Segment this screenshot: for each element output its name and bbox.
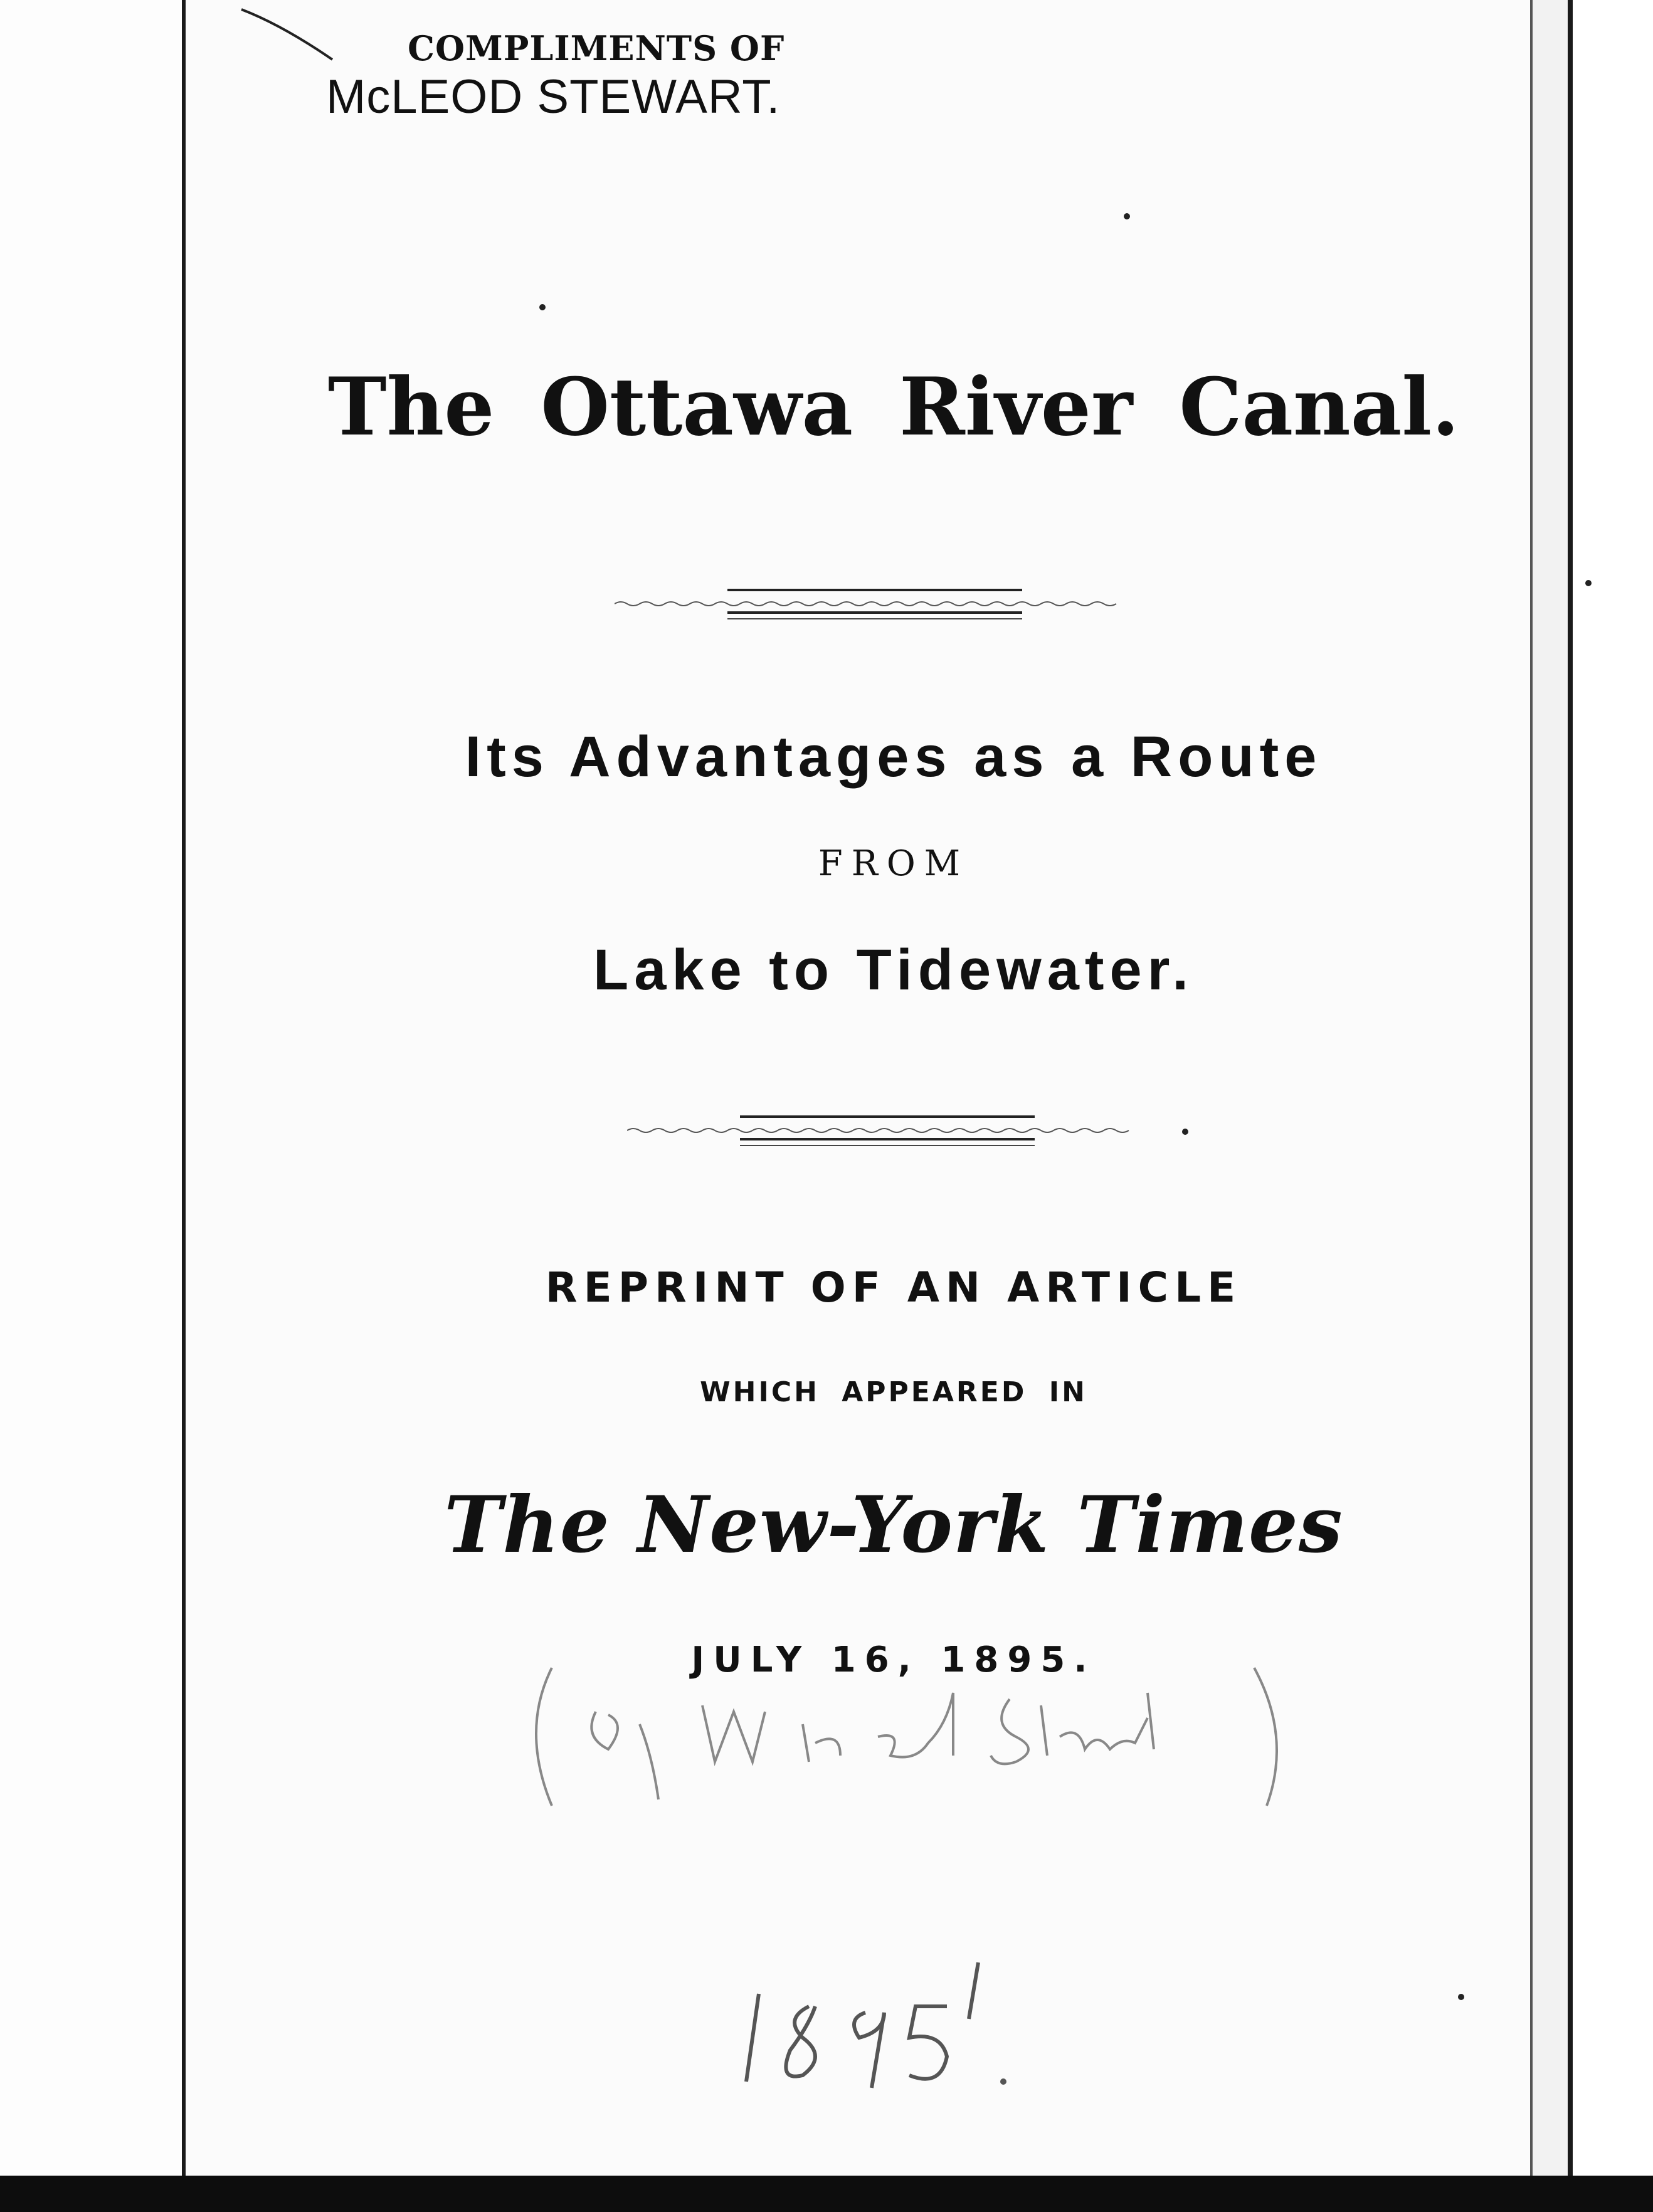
subtitle-advantages: Its Advantages as a Route xyxy=(465,725,1323,789)
speck xyxy=(1182,1129,1188,1135)
stamp-name: McLEOD STEWART. xyxy=(326,70,781,124)
newspaper-masthead: The New-York Times xyxy=(444,1480,1343,1571)
reprint-heading: REPRINT OF AN ARTICLE xyxy=(545,1263,1242,1312)
right-margin xyxy=(1568,0,1653,2212)
speck xyxy=(1585,580,1592,586)
connector-from: FROM xyxy=(818,843,969,884)
compliments-stamp xyxy=(326,28,828,124)
speck xyxy=(539,304,546,310)
speck xyxy=(1124,213,1130,219)
document-title: The Ottawa River Canal. xyxy=(327,361,1460,453)
handwritten-attribution xyxy=(514,1655,1329,1818)
appeared-in-text: WHICH APPEARED IN xyxy=(700,1376,1087,1408)
publication-date: JULY 16, 1895. xyxy=(691,1640,1096,1680)
left-page-edge xyxy=(0,0,186,2212)
document-page xyxy=(186,0,1578,2176)
subtitle-destination: Lake to Tidewater. xyxy=(593,938,1194,1002)
scan-bottom-band xyxy=(0,2176,1653,2212)
speck xyxy=(1458,1994,1464,2000)
stamp-compliments: COMPLIMENTS OF xyxy=(408,28,785,68)
corner-fold-mark xyxy=(238,6,339,63)
title-divider xyxy=(615,586,1129,624)
handwritten-year xyxy=(740,1956,1054,2094)
middle-divider xyxy=(627,1113,1154,1151)
binding-strip xyxy=(1530,0,1570,2176)
